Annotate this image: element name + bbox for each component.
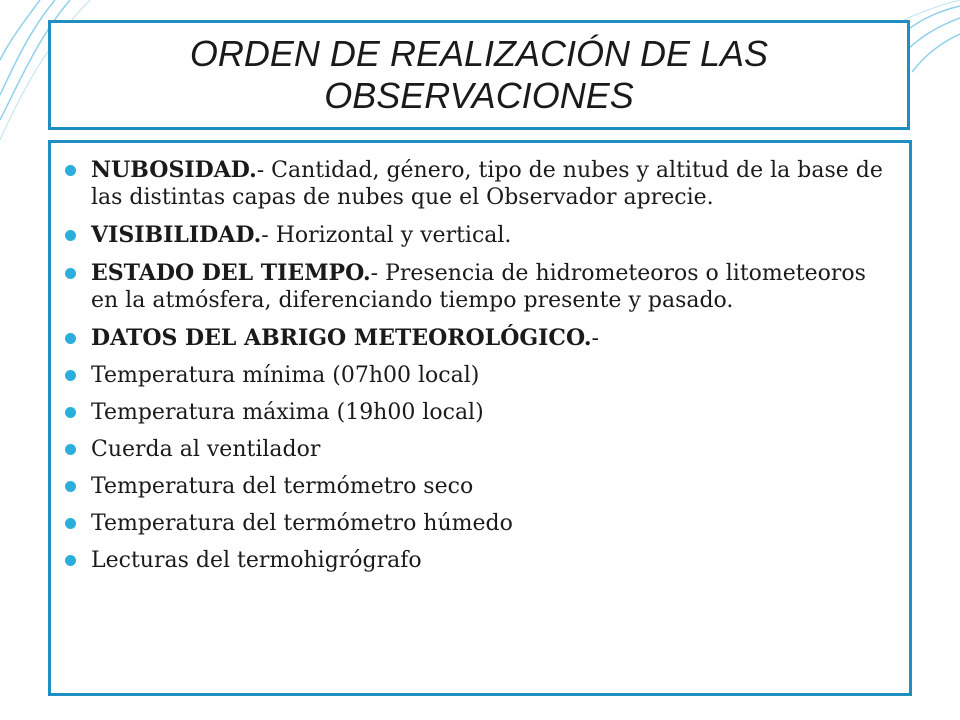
list-item	[65, 325, 885, 352]
bullet-icon	[65, 268, 76, 279]
title-box	[48, 20, 910, 130]
item-text: Temperatura máxima (19h00 local)	[91, 400, 484, 425]
item-text: Temperatura del termómetro húmedo	[91, 511, 513, 536]
bullet-icon	[65, 444, 76, 455]
list-item	[65, 473, 885, 500]
list-item	[65, 222, 885, 249]
item-label: NUBOSIDAD.	[91, 157, 257, 183]
bullet-icon	[65, 555, 76, 566]
list-item	[65, 547, 885, 574]
item-text: -	[591, 326, 599, 351]
item-text: Temperatura del termómetro seco	[91, 474, 474, 499]
item-text: - Cantidad, género, tipo de nubes y altitud de la base de las distintas capas de nubes que el Observador aprecie.	[91, 158, 883, 210]
bullet-icon	[65, 165, 76, 176]
item-text: - Presencia de hidrometeoros o litometeoros en la atmósfera, diferenciando tiempo presente y pasado.	[91, 261, 866, 313]
list-item	[65, 157, 885, 211]
item-text: - Horizontal y vertical.	[261, 223, 512, 248]
item-text: Cuerda al ventilador	[91, 437, 321, 462]
bullet-icon	[65, 518, 76, 529]
list-item	[65, 362, 885, 389]
item-label: VISIBILIDAD.	[91, 222, 262, 248]
bullet-icon	[65, 230, 76, 241]
bullet-icon	[65, 407, 76, 418]
list-item	[65, 436, 885, 463]
content-box	[48, 140, 912, 696]
bullet-icon	[65, 370, 76, 381]
item-label: ESTADO DEL TIEMPO.	[91, 260, 371, 286]
bullet-icon	[65, 481, 76, 492]
item-label: DATOS DEL ABRIGO METEOROLÓGICO.	[91, 325, 592, 351]
item-text: Lecturas del termohigrógrafo	[91, 548, 422, 573]
bullet-list	[51, 143, 909, 574]
list-item	[65, 260, 885, 314]
list-item	[65, 399, 885, 426]
item-text: Temperatura mínima (07h00 local)	[91, 363, 480, 388]
bullet-icon	[65, 333, 76, 344]
list-item	[65, 510, 885, 537]
slide-title: ORDEN DE REALIZACIÓN DE LAS OBSERVACIONES	[189, 33, 769, 116]
